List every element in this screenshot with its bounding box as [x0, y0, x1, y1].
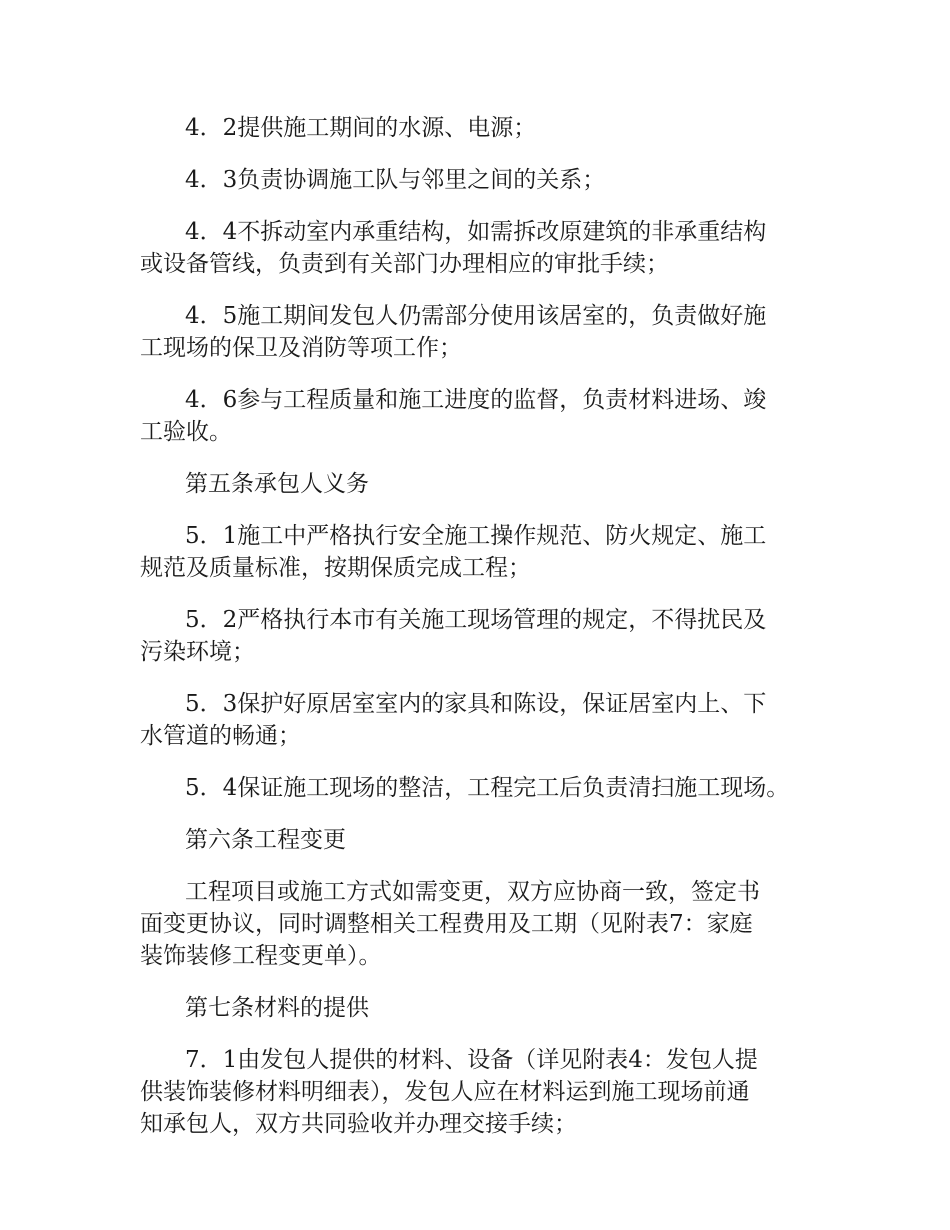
heading-article-7: 第七条材料的提供 — [185, 995, 369, 1021]
paragraph-7-1: 7．1由发包人提供的材料、设备（详见附表4：发包人提 供装饰装修材料明细表），发包人应在材料运到施工现场前通 知承包人，双方共同验收并办理交接手续； — [140, 1047, 758, 1137]
paragraph-5-2: 5．2严格执行本市有关施工现场管理的规定，不得扰民及 污染环境； — [140, 607, 767, 665]
paragraph-4-2: 4．2提供施工期间的水源、电源； — [185, 115, 537, 141]
paragraph-5-4: 5．4保证施工现场的整洁，工程完工后负责清扫施工现场。 — [185, 775, 790, 801]
heading-article-6: 第六条工程变更 — [185, 827, 346, 853]
document-body — [140, 112, 820, 1160]
paragraph-4-5: 4．5施工期间发包人仍需部分使用该居室的，负责做好施 工现场的保卫及消防等项工作； — [140, 303, 767, 361]
paragraph-4-6: 4．6参与工程质量和施工进度的监督，负责材料进场、竣 工验收。 — [140, 387, 767, 445]
heading-article-5: 第五条承包人义务 — [185, 471, 369, 497]
paragraph-change: 工程项目或施工方式如需变更，双方应协商一致，签定书 面变更协议，同时调整相关工程费用及工期（见附表7：家庭 装饰装修工程变更单）。 — [140, 879, 760, 969]
paragraph-5-3: 5．3保护好原居室室内的家具和陈设，保证居室内上、下 水管道的畅通； — [140, 691, 767, 749]
paragraph-4-4: 4．4不拆动室内承重结构，如需拆改原建筑的非承重结构 或设备管线，负责到有关部门办理相应的审批手续； — [140, 219, 767, 277]
paragraph-4-3: 4．3负责协调施工队与邻里之间的关系； — [185, 167, 606, 193]
paragraph-5-1: 5．1施工中严格执行安全施工操作规范、防火规定、施工 规范及质量标准，按期保质完成工程； — [140, 523, 767, 581]
